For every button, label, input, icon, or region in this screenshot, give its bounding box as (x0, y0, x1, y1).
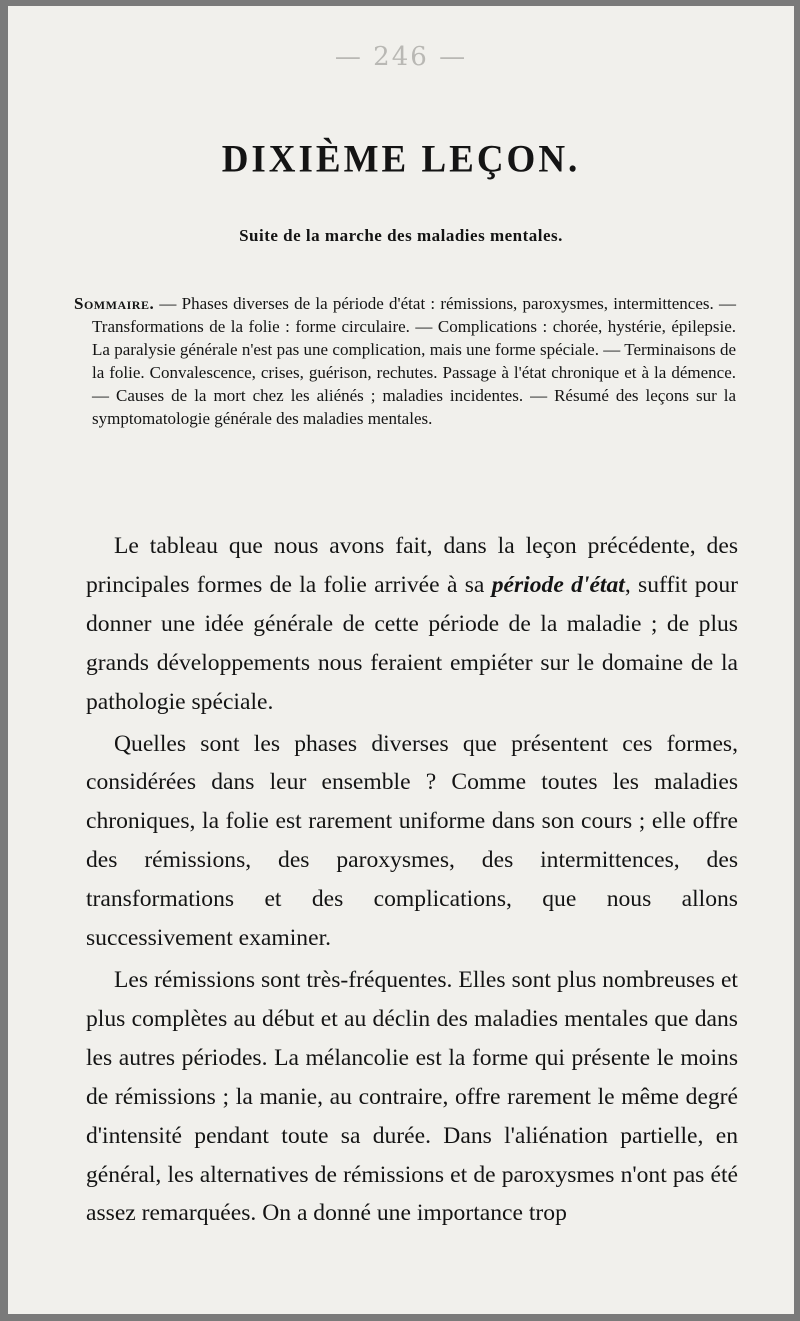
paragraph-1 (86, 527, 738, 722)
paragraph-3: Les rémissions sont très-fréquentes. Elles sont plus nombreuses et plus complètes au début et au déclin des maladies mentales que dans les autres périodes. La mélancolie est la forme qui présente le moins de rémissions ; la manie, au contraire, offre rarement le même degré d'intensité pendant toute sa durée. Dans l'aliénation partielle, en général, les alternatives de rémissions et de paroxysmes n'ont pas été assez remarquées. On a donné une importance trop (86, 966, 738, 1227)
summary-block (74, 292, 736, 430)
body-text (86, 527, 738, 1233)
page-number: — 246 — (334, 42, 468, 72)
lesson-subtitle: Suite de la marche des maladies mentales. (239, 226, 563, 245)
paragraph-1-start: Le tableau que nous avons fait, dans la leçon précédente, des principales formes de la folie arrivée à sa (86, 533, 738, 598)
summary-label: Sommaire. (74, 294, 155, 313)
paragraph-2: Quelles sont les phases diverses que présentent ces formes, considérées dans leur ensemble ? Comme toutes les maladies chroniques, la folie est rarement uniforme dans son cours ; elle offre des rémissions, des paroxysmes, des intermittences, des transformations et des complications, que nous allons successivement examiner. (86, 730, 738, 952)
paragraph-1-emphasis: période d'état (491, 571, 625, 598)
lesson-title: DIXIÈME LEÇON. (221, 137, 581, 182)
paragraph-1-end: , suffit pour donner une idée générale de cette période de la maladie ; de plus grands développements nous feraient empiéter sur le domaine de la pathologie spéciale. (86, 571, 739, 715)
summary-paragraph (74, 292, 736, 430)
book-page (8, 6, 794, 1314)
summary-text: — Phases diverses de la période d'état : rémissions, paroxysmes, intermittences. — Transformations de la folie : forme circulaire. — Complications : chorée, hystérie, épilepsie. La paralysie générale n'est pas une complication, mais une forme spéciale. — Terminaisons de la folie. Convalescence, crises, guérison, rechutes. Passage à l'état chronique et à la démence. — Causes de la mort chez les aliénés ; maladies incidentes. — Résumé des leçons sur la symptomatologie générale des maladies mentales. (92, 294, 736, 428)
